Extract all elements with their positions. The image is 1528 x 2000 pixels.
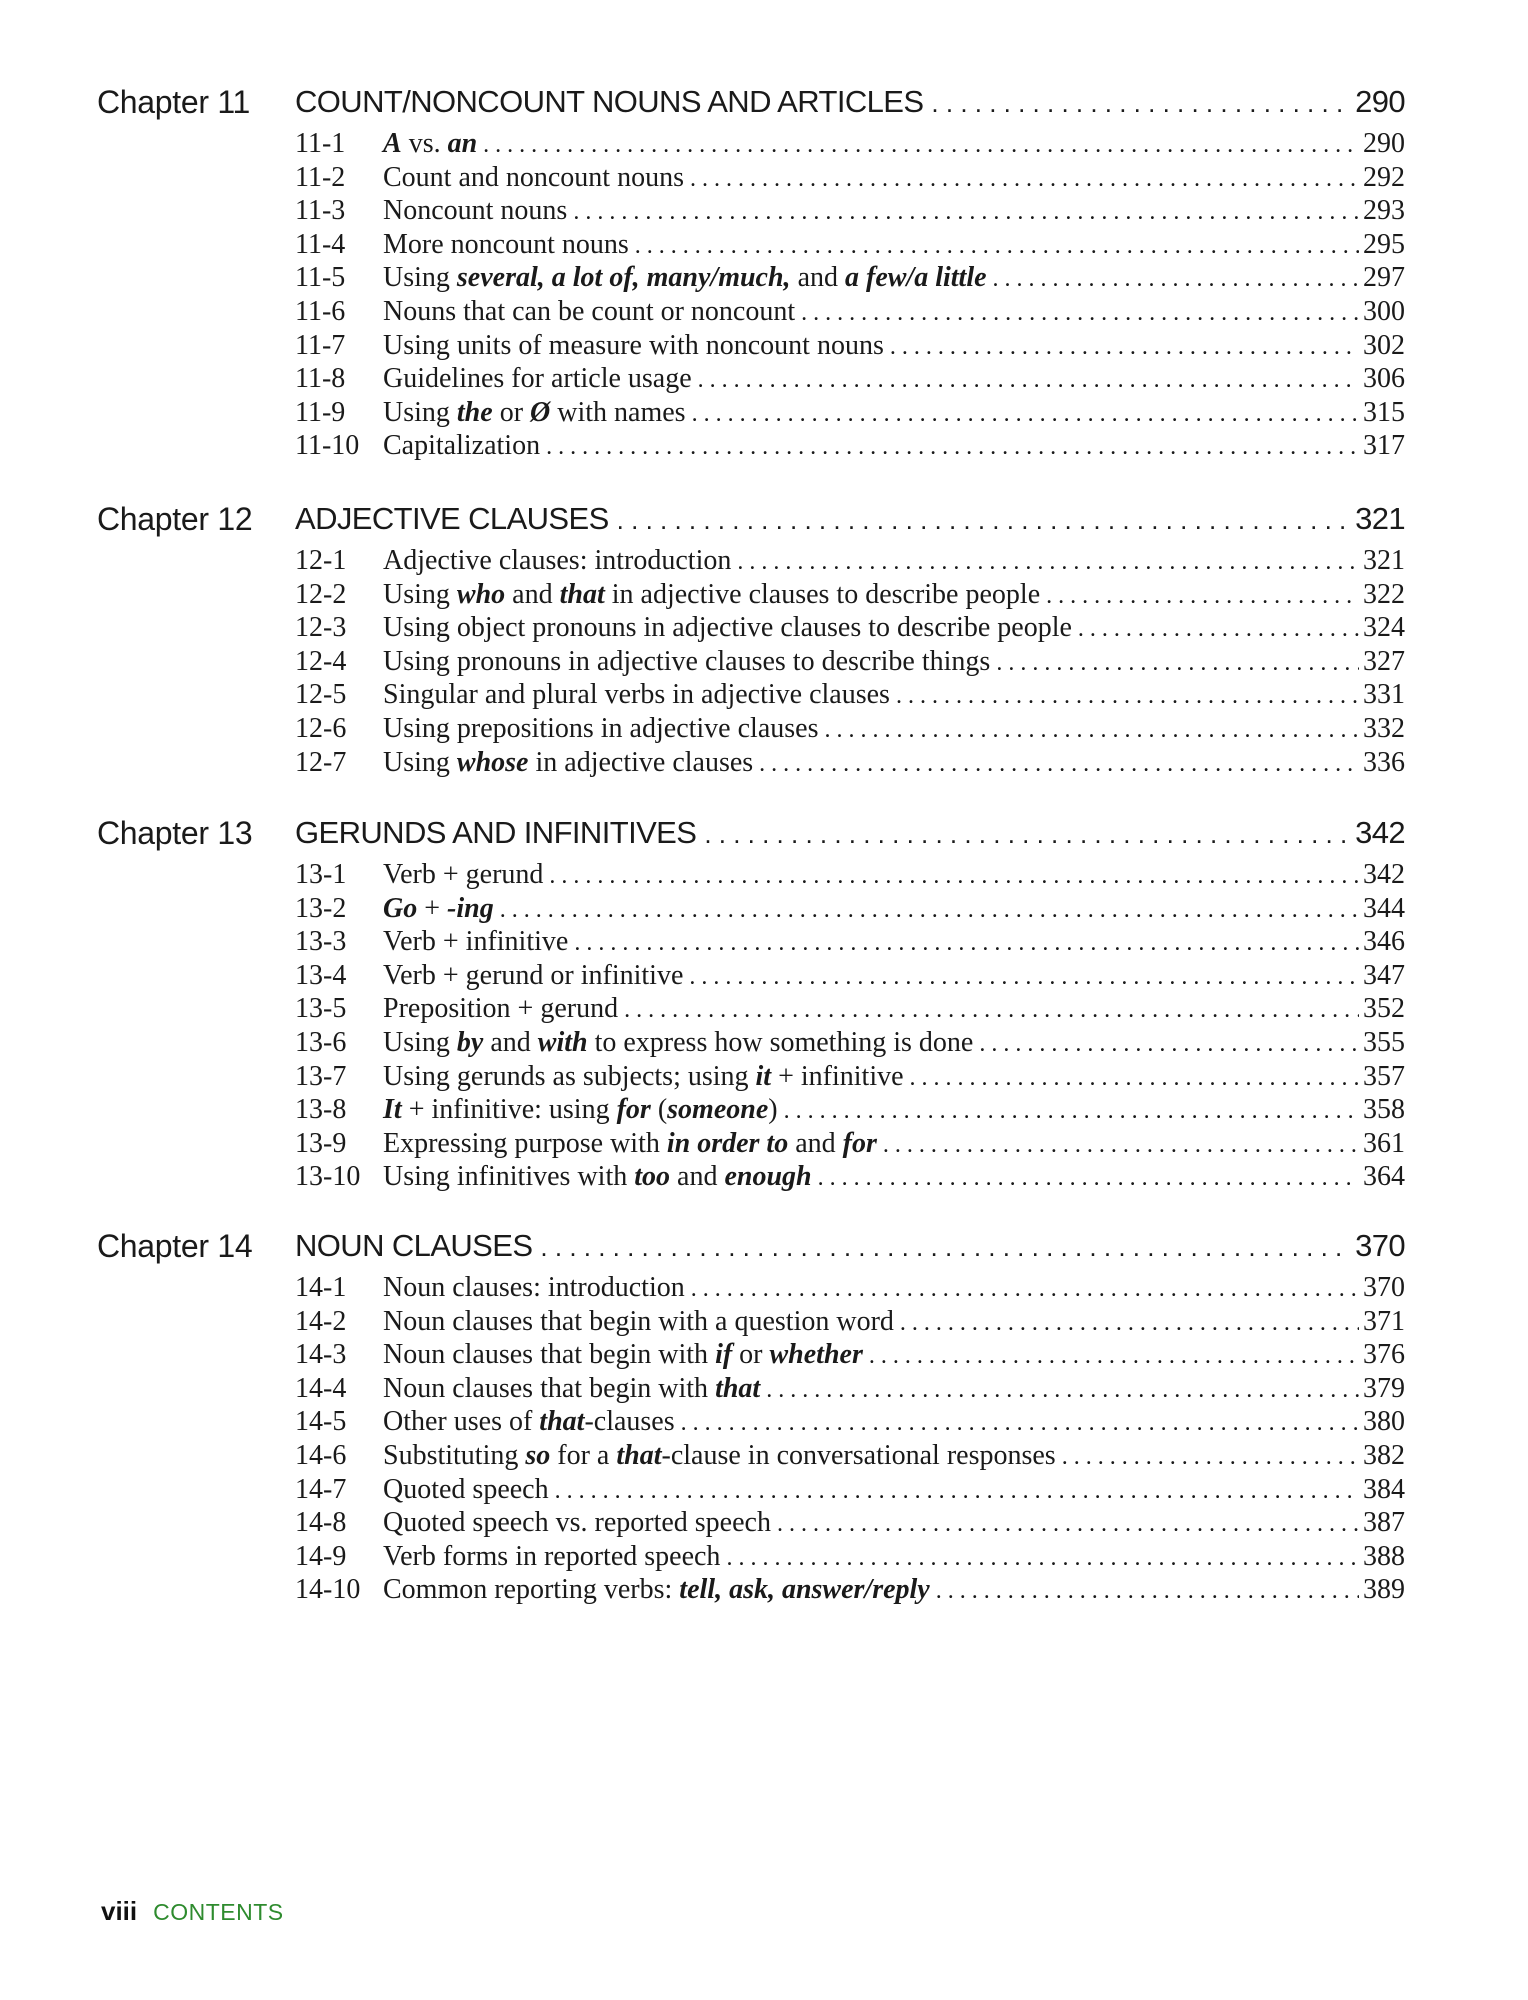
section-title-text: or — [492, 396, 531, 428]
section-number: 12-2 — [295, 578, 347, 610]
section-page-number: 371 — [1363, 1305, 1405, 1337]
section-title — [383, 1305, 894, 1338]
section-row[interactable] — [295, 1372, 1405, 1405]
section-title — [383, 1127, 877, 1160]
section-page-number: 322 — [1363, 578, 1405, 610]
dot-leader — [540, 1227, 1351, 1267]
section-title-text: Using infinitives with — [383, 1161, 635, 1193]
emphasized-term: for — [842, 1127, 877, 1159]
emphasized-term: that — [616, 1440, 662, 1471]
dot-leader — [759, 748, 1359, 781]
section-page-number: 388 — [1363, 1540, 1405, 1572]
section-title — [383, 362, 692, 395]
section-row[interactable] — [295, 611, 1405, 644]
chapter-title: NOUN CLAUSES — [295, 1228, 533, 1263]
section-title — [383, 1506, 771, 1539]
section-page-number: 315 — [1363, 396, 1405, 428]
section-title — [383, 1473, 549, 1506]
emphasized-term: It — [383, 1094, 402, 1126]
section-title-text: ) — [768, 1094, 778, 1126]
section-page-number: 346 — [1363, 926, 1405, 958]
section-title-text: in adjective clauses — [528, 746, 754, 778]
section-number: 11-3 — [295, 195, 346, 227]
section-title-text: with names — [550, 396, 686, 428]
section-row[interactable] — [295, 645, 1405, 678]
page-footer — [101, 1896, 284, 1927]
section-page-number: 387 — [1363, 1507, 1405, 1539]
emphasized-term: A — [383, 128, 402, 159]
section-title-text: vs. — [401, 128, 448, 159]
section-title-text: Noun clauses that begin with — [383, 1339, 716, 1371]
section-number: 13-4 — [295, 959, 347, 991]
dot-leader — [635, 230, 1359, 263]
emphasized-term: too — [634, 1161, 671, 1193]
dot-leader — [690, 163, 1359, 196]
section-title-text: Using — [383, 746, 457, 778]
section-page-number: 370 — [1363, 1272, 1405, 1303]
section-title-text: or — [732, 1339, 770, 1371]
section-title-text: Other uses of — [383, 1406, 540, 1438]
section-title-text: + infinitive — [771, 1060, 904, 1092]
section-row[interactable] — [295, 127, 1405, 160]
section-number: 13-9 — [295, 1127, 347, 1159]
dot-leader — [574, 927, 1359, 960]
section-number: 14-7 — [295, 1473, 347, 1505]
section-number: 11-10 — [295, 430, 360, 462]
section-number: 13-2 — [295, 892, 347, 924]
dot-leader — [726, 1542, 1359, 1575]
section-number: 14-10 — [295, 1574, 361, 1606]
section-title-text: Capitalization — [383, 430, 541, 462]
section-title — [383, 161, 684, 194]
emphasized-term: a few/a little — [845, 262, 987, 294]
section-title-text: and — [505, 578, 560, 610]
section-page-number: 357 — [1363, 1060, 1405, 1092]
section-number: 14-6 — [295, 1440, 347, 1471]
section-title-text: for a — [550, 1440, 617, 1471]
section-title-text: Nouns that can be count or noncount — [383, 296, 796, 327]
section-title — [383, 1160, 812, 1193]
section-number: 14-5 — [295, 1406, 347, 1438]
section-title — [383, 645, 990, 678]
emphasized-term: who — [456, 578, 506, 610]
section-row[interactable] — [295, 295, 1405, 328]
section-page-number: 376 — [1363, 1339, 1405, 1371]
section-title-text: to express how something is done — [587, 1027, 974, 1058]
section-row[interactable] — [295, 544, 1405, 577]
chapter-page-number: 290 — [1355, 84, 1405, 119]
chapter-label: Chapter 12 — [97, 501, 253, 537]
chapter-page-number: 342 — [1355, 815, 1405, 850]
dot-leader — [737, 546, 1359, 579]
emphasized-term: tell, ask, answer/reply — [679, 1574, 930, 1606]
section-page-number: 321 — [1363, 545, 1405, 576]
section-row[interactable] — [295, 1305, 1405, 1338]
dot-leader — [766, 1374, 1359, 1407]
dot-leader — [910, 1062, 1359, 1095]
section-title — [383, 329, 884, 362]
section-title-text: -clauses — [584, 1406, 675, 1438]
dot-leader — [896, 680, 1359, 713]
section-row[interactable] — [295, 1473, 1405, 1506]
dot-leader — [483, 129, 1359, 162]
chapter-title-row[interactable] — [295, 813, 1405, 853]
chapter-title: GERUNDS AND INFINITIVES — [295, 815, 697, 850]
section-number: 14-4 — [295, 1372, 347, 1404]
section-page-number: 290 — [1363, 128, 1405, 159]
section-number: 13-10 — [295, 1161, 361, 1193]
section-row[interactable] — [295, 1127, 1405, 1160]
section-title-text: ( — [650, 1094, 668, 1126]
emphasized-term: the — [456, 396, 493, 428]
section-title-text: Common reporting verbs: — [383, 1574, 680, 1606]
section-title-text: Using prepositions in adjective clauses — [383, 713, 819, 744]
dot-leader — [931, 83, 1351, 123]
section-title-text: Verb + gerund or infinitive — [383, 959, 684, 991]
section-number: 14-2 — [295, 1305, 347, 1337]
chapter-title-row[interactable] — [295, 1226, 1405, 1266]
section-title-text: Using units of measure with noncount nouns — [383, 329, 884, 361]
section-title — [383, 1540, 720, 1573]
section-title — [383, 295, 795, 328]
section-title — [383, 544, 731, 577]
section-page-number: 300 — [1363, 296, 1405, 327]
section-title — [383, 858, 543, 891]
section-number: 12-6 — [295, 713, 347, 744]
section-title — [383, 1573, 930, 1606]
section-row[interactable] — [295, 194, 1405, 227]
emphasized-term: that — [539, 1406, 585, 1438]
dot-leader — [573, 196, 1359, 229]
chapter-label: Chapter 14 — [97, 1228, 253, 1264]
dot-leader — [692, 398, 1359, 431]
dot-leader — [546, 431, 1359, 464]
section-title-text: Preposition + gerund — [383, 993, 619, 1025]
section-number: 12-5 — [295, 679, 347, 711]
section-number: 14-8 — [295, 1507, 347, 1539]
emphasized-term: by — [456, 1027, 484, 1058]
section-title — [383, 1026, 973, 1059]
section-row[interactable] — [295, 1540, 1405, 1573]
emphasized-term: if — [715, 1339, 733, 1371]
section-title-text: Adjective clauses: introduction — [383, 545, 732, 576]
footer-section-label: CONTENTS — [153, 1899, 284, 1925]
emphasized-term: whose — [456, 746, 529, 778]
emphasized-term: in order to — [666, 1127, 789, 1159]
emphasized-term: an — [447, 128, 478, 159]
emphasized-term: someone — [667, 1094, 769, 1126]
section-number: 11-2 — [295, 161, 346, 193]
emphasized-term: Ø — [530, 396, 551, 428]
dot-leader — [883, 1129, 1359, 1162]
emphasized-term: so — [525, 1440, 551, 1471]
section-title-text: -clause in conversational responses — [661, 1440, 1056, 1471]
chapter-title: ADJECTIVE CLAUSES — [295, 501, 609, 536]
section-title-text: Using object pronouns in adjective clauses to describe people — [383, 612, 1072, 644]
section-title-text: in adjective clauses to describe people — [604, 578, 1041, 610]
section-title — [383, 261, 987, 294]
section-number: 13-6 — [295, 1027, 347, 1058]
section-page-number: 331 — [1363, 679, 1405, 711]
section-row[interactable] — [295, 992, 1405, 1025]
section-page-number: 292 — [1363, 161, 1405, 193]
section-title — [383, 194, 567, 227]
section-title-text: Quoted speech — [383, 1473, 549, 1505]
section-row[interactable] — [295, 858, 1405, 891]
section-row[interactable] — [295, 362, 1405, 395]
emphasized-term: enough — [724, 1161, 812, 1193]
section-number: 11-9 — [295, 396, 346, 428]
section-row[interactable] — [295, 746, 1405, 779]
section-title — [383, 678, 890, 711]
section-row[interactable] — [295, 925, 1405, 958]
section-number: 11-1 — [295, 128, 346, 159]
section-title — [383, 925, 568, 958]
dot-leader — [555, 1475, 1359, 1508]
section-row[interactable] — [295, 261, 1405, 294]
dot-leader — [704, 814, 1351, 854]
section-page-number: 347 — [1363, 959, 1405, 991]
dot-leader — [993, 263, 1359, 296]
chapter-page-number: 321 — [1355, 501, 1405, 536]
section-title-text: Using — [383, 396, 457, 428]
dot-leader — [624, 994, 1359, 1027]
dot-leader — [996, 647, 1359, 680]
dot-leader — [801, 297, 1359, 330]
section-row[interactable] — [295, 228, 1405, 261]
section-title-text: Verb + gerund — [383, 859, 544, 890]
section-title-text: Count and noncount nouns — [383, 161, 684, 193]
section-title-text: Noun clauses that begin with — [383, 1372, 716, 1404]
section-row[interactable] — [295, 1060, 1405, 1093]
section-page-number: 364 — [1363, 1161, 1405, 1193]
section-row[interactable] — [295, 892, 1405, 925]
section-page-number: 389 — [1363, 1574, 1405, 1606]
section-number: 14-1 — [295, 1272, 347, 1303]
section-title — [383, 396, 686, 429]
section-title-text: Using — [383, 262, 457, 294]
section-page-number: 327 — [1363, 645, 1405, 677]
section-title-text: Quoted speech vs. reported speech — [383, 1507, 771, 1539]
dot-leader — [824, 714, 1359, 747]
section-row[interactable] — [295, 161, 1405, 194]
section-page-number: 342 — [1363, 859, 1405, 890]
chapter-page-number: 370 — [1355, 1228, 1405, 1263]
section-row[interactable] — [295, 712, 1405, 745]
section-title — [383, 228, 629, 261]
section-title-text: Noun clauses that begin with a question word — [383, 1305, 894, 1337]
section-row[interactable] — [295, 1093, 1405, 1126]
emphasized-term: Go — [383, 892, 418, 924]
section-number: 13-5 — [295, 993, 347, 1025]
emphasized-term: whether — [769, 1339, 863, 1371]
section-row[interactable] — [295, 678, 1405, 711]
section-row[interactable] — [295, 1026, 1405, 1059]
section-number: 11-7 — [295, 329, 346, 361]
section-page-number: 297 — [1363, 262, 1405, 294]
section-row[interactable] — [295, 1271, 1405, 1304]
section-row[interactable] — [295, 329, 1405, 362]
section-page-number: 293 — [1363, 195, 1405, 227]
section-number: 12-4 — [295, 645, 347, 677]
section-page-number: 361 — [1363, 1127, 1405, 1159]
section-page-number: 379 — [1363, 1372, 1405, 1404]
section-number: 14-9 — [295, 1540, 347, 1572]
dot-leader — [549, 860, 1359, 893]
section-number: 11-8 — [295, 363, 346, 395]
section-title — [383, 1060, 904, 1093]
section-page-number: 384 — [1363, 1473, 1405, 1505]
section-row[interactable] — [295, 1506, 1405, 1539]
section-title — [383, 1271, 685, 1304]
dot-leader — [698, 364, 1359, 397]
emphasized-term: several, a lot of, many/much, — [456, 262, 791, 294]
section-title-text: and — [788, 1127, 843, 1159]
section-title-text: Singular and plural verbs in adjective clauses — [383, 679, 890, 711]
section-number: 12-1 — [295, 545, 347, 576]
section-page-number: 380 — [1363, 1406, 1405, 1438]
section-row[interactable] — [295, 1160, 1405, 1193]
section-title-text: Verb forms in reported speech — [383, 1540, 721, 1572]
emphasized-term: for — [616, 1094, 651, 1126]
section-number: 12-3 — [295, 612, 347, 644]
footer-page-number: viii — [101, 1896, 138, 1926]
section-title — [383, 1372, 760, 1405]
section-page-number: 317 — [1363, 430, 1405, 462]
section-row[interactable] — [295, 1573, 1405, 1606]
section-title — [383, 429, 540, 462]
chapter-title: COUNT/NONCOUNT NOUNS AND ARTICLES — [295, 84, 924, 119]
section-page-number: 332 — [1363, 713, 1405, 744]
chapter-title-row[interactable] — [295, 499, 1405, 539]
section-number: 13-8 — [295, 1094, 347, 1126]
chapter-label: Chapter 11 — [97, 84, 250, 120]
section-page-number: 344 — [1363, 892, 1405, 924]
section-title — [383, 611, 1072, 644]
section-title — [383, 127, 477, 160]
section-title-text: and — [790, 262, 845, 294]
section-page-number: 355 — [1363, 1027, 1405, 1058]
chapter-label: Chapter 13 — [97, 815, 253, 851]
section-title — [383, 746, 753, 779]
section-number: 12-7 — [295, 746, 347, 778]
dot-leader — [784, 1095, 1359, 1128]
dot-leader — [500, 894, 1359, 927]
section-title-text: Expressing purpose with — [383, 1127, 667, 1159]
section-title-text: Substituting — [383, 1440, 526, 1471]
section-title-text: Using — [383, 1027, 457, 1058]
section-title — [383, 1093, 778, 1126]
dot-leader — [777, 1508, 1359, 1541]
section-row[interactable] — [295, 578, 1405, 611]
section-title — [383, 959, 683, 992]
section-title-text: and — [670, 1161, 725, 1193]
section-title — [383, 578, 1040, 611]
section-row[interactable] — [295, 429, 1405, 462]
section-title-text: Guidelines for article usage — [383, 363, 692, 395]
section-number: 14-3 — [295, 1339, 347, 1371]
section-page-number: 352 — [1363, 993, 1405, 1025]
section-row[interactable] — [295, 1405, 1405, 1438]
dot-leader — [890, 331, 1359, 364]
section-row[interactable] — [295, 396, 1405, 429]
section-row[interactable] — [295, 959, 1405, 992]
dot-leader — [681, 1407, 1359, 1440]
chapter-title-row[interactable] — [295, 82, 1405, 122]
section-page-number: 324 — [1363, 612, 1405, 644]
section-title-text: Verb + infinitive — [383, 926, 569, 958]
section-row[interactable] — [295, 1338, 1405, 1371]
dot-leader — [936, 1575, 1359, 1608]
dot-leader — [691, 1273, 1359, 1306]
section-number: 13-7 — [295, 1060, 347, 1092]
section-title-text: + infinitive: using — [401, 1094, 617, 1126]
dot-leader — [818, 1162, 1359, 1195]
section-title-text: Noun clauses: introduction — [383, 1272, 685, 1303]
section-page-number: 295 — [1363, 228, 1405, 260]
dot-leader — [1062, 1441, 1359, 1474]
section-page-number: 336 — [1363, 746, 1405, 778]
dot-leader — [689, 961, 1359, 994]
section-page-number: 302 — [1363, 329, 1405, 361]
dot-leader — [1046, 580, 1359, 613]
section-title-text: Using pronouns in adjective clauses to describe things — [383, 645, 991, 677]
section-number: 13-3 — [295, 926, 347, 958]
section-number: 11-6 — [295, 296, 346, 327]
emphasized-term: it — [755, 1060, 772, 1092]
dot-leader — [979, 1028, 1359, 1061]
section-title — [383, 992, 618, 1025]
dot-leader — [1078, 613, 1359, 646]
dot-leader — [900, 1307, 1359, 1340]
emphasized-term: that — [715, 1372, 761, 1404]
section-title-text: Noncount nouns — [383, 195, 568, 227]
section-title-text: Using — [383, 578, 457, 610]
dot-leader — [869, 1340, 1359, 1373]
section-title — [383, 1405, 675, 1438]
emphasized-term: -ing — [447, 892, 494, 924]
section-title-text: + — [417, 892, 448, 924]
emphasized-term: that — [559, 578, 605, 610]
section-title — [383, 892, 494, 925]
section-number: 11-4 — [295, 228, 346, 260]
section-number: 13-1 — [295, 859, 347, 890]
section-title-text: and — [483, 1027, 538, 1058]
section-title-text: Using gerunds as subjects; using — [383, 1060, 756, 1092]
section-row[interactable] — [295, 1439, 1405, 1472]
section-page-number: 306 — [1363, 363, 1405, 395]
section-title — [383, 1439, 1056, 1472]
emphasized-term: with — [537, 1027, 588, 1058]
section-title-text: More noncount nouns — [383, 228, 629, 260]
section-title — [383, 712, 818, 745]
section-page-number: 358 — [1363, 1094, 1405, 1126]
section-title — [383, 1338, 863, 1371]
section-number: 11-5 — [295, 262, 346, 294]
section-page-number: 382 — [1363, 1440, 1405, 1471]
dot-leader — [617, 500, 1351, 540]
